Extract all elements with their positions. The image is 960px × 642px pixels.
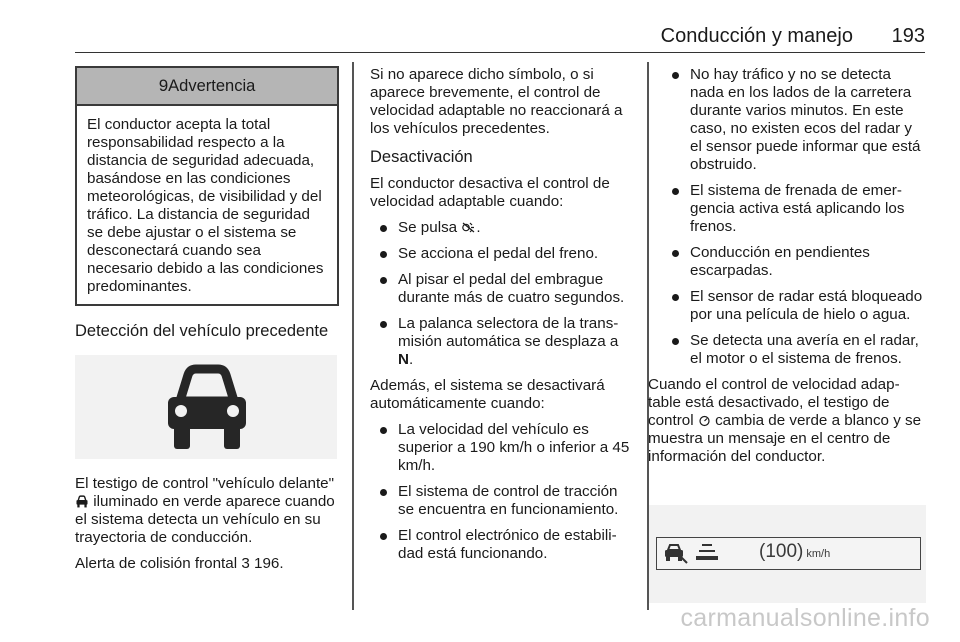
following-distance-icon [694,543,720,563]
list-item-text: La palanca selectora de la transmisión automática se desplaza a [398,315,619,350]
cross-reference-arrow-icon: 3 [241,555,250,572]
closing-text-after: cambia de verde a blanco y se muestra un mensaje en el centro de información del conductor. [648,412,922,465]
vehicle-ahead-text-after: iluminado en verde aparece cuando el sistema detecta un vehículo en su trayectoria de conducción. [75,493,335,546]
auto-deactivation-list-continued [662,66,926,368]
section-heading: Desactivación [370,148,473,166]
warning-box [75,66,339,306]
column-divider [352,62,354,610]
warning-title: Advertencia [168,77,256,95]
adaptive-cruise-icon [698,414,711,427]
cross-reference [75,555,339,573]
list-item: Al pisar el pedal del embrague durante más de cuatro segundos. [370,271,634,307]
driver-info-display-illustration [649,505,926,603]
cross-reference-text: Alerta de colisión frontal [75,555,238,572]
warning-header [77,68,337,106]
list-item: Se acciona el pedal del freno. [370,245,634,263]
cross-reference-page[interactable]: 196. [254,555,284,572]
list-item: El control electrónico de estabilidad está funcionando. [370,527,634,563]
cruise-control-cancel-icon [461,221,476,234]
vehicle-ahead-icon [166,361,248,453]
set-speed-readout [759,541,830,563]
vehicle-ahead-text-before: El testigo de control "vehículo delante" [75,475,335,492]
warning-symbol: 9 [158,76,169,95]
list-item: No hay tráfico y no se detecta nada en los lados de la carretera durante varios minutos. En este caso, no existen ecos del radar y el sensor puede informar que está obstruido. [662,66,926,174]
column-2 [370,66,634,571]
list-item-text: Se pulsa [398,219,458,236]
list-item: El sensor de radar está bloqueado por una película de hielo o agua. [662,288,926,324]
watermark: carmanualsonline.info [680,604,930,632]
paragraph: El conductor desactiva el control de velocidad adaptable cuando: [370,175,610,210]
set-speed-value: (100) [759,541,804,562]
column-3 [648,66,926,474]
page-number: 193 [891,25,925,47]
closing-paragraph [648,376,926,466]
warning-text: El conductor acepta la total responsabilidad respecto a la distancia de seguridad adecuada, basándose en las condiciones meteorológicas, de visibilidad y del tráfico. La distancia de seguridad se debe ajustar o el sistema se desconectará cuando sea necesario debido a las condiciones predominantes. [87,116,324,295]
paragraph: Si no aparece dicho símbolo, o si aparece brevemente, el control de velocidad adaptable no reaccionará a los vehículos precedentes. [370,66,623,137]
list-item-text: . [476,219,481,236]
list-item-text: . [408,351,414,368]
vehicle-ahead-paragraph [75,475,339,547]
list-item [370,219,634,237]
list-item: Conducción en pendientes escarpadas. [662,244,926,280]
column-1 [75,66,339,581]
auto-deactivation-list [370,421,634,563]
closing-text-before: Cuando el control de velocidad adaptable está desactivado, el testigo de control [648,376,900,429]
section-heading: Detección del vehículo precedente [75,322,329,340]
display-panel [656,537,921,570]
section-title: Conducción y manejo [660,25,853,47]
list-item [370,315,634,369]
paragraph: Además, el sistema se desactivará automáticamente cuando: [370,377,605,412]
deactivation-list [370,219,634,369]
list-item: La velocidad del vehículo es superior a 190 km/h o inferior a 45 km/h. [370,421,634,475]
page-header [75,22,925,53]
vehicle-ahead-illustration [75,355,337,459]
vehicle-ahead-icon [663,542,689,564]
list-item: Se detecta una avería en el radar, el motor o el sistema de frenos. [662,332,926,368]
list-item: El sistema de frenada de emergencia activa está aplicando los frenos. [662,182,926,236]
gear-position: N [398,351,409,368]
list-item: El sistema de control de tracción se encuentra en funcionamiento. [370,483,634,519]
vehicle-ahead-icon [75,495,89,508]
speed-unit: km/h [806,548,831,560]
